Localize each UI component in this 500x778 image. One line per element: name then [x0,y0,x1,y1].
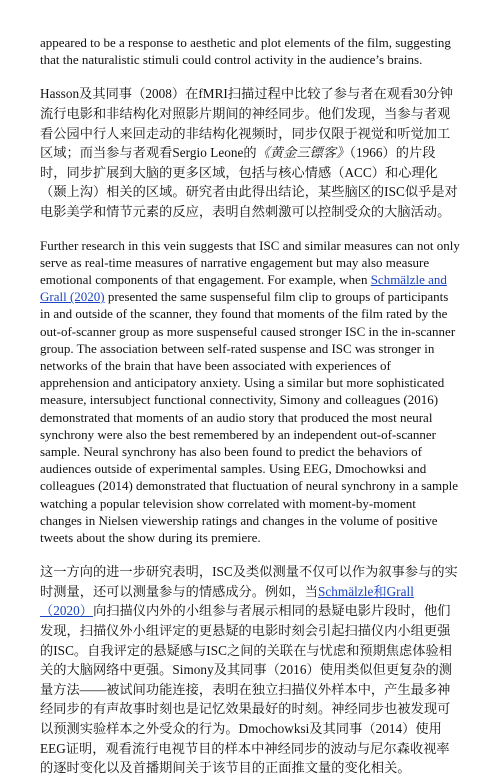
paragraph-text: 向扫描仪内外的小组参与者展示相同的悬疑电影片段时，他们发现，扫描仪外小组评定的更悬疑的电影时刻会引起扫描仪内小组更强的ISC。自我评定的悬疑感与ISC之间的关联在与忧虑和预期焦虑体验相关的大脑网络中更强。Simony及其同事（2016）使用类似但更复杂的测量方法——被试间功能连接，表明在独立扫描仪外样本中，产生最多神经同步的有声故事时刻也是记忆效果最好的时刻。神经同步也被发现可以预测实验样本之外受众的行为。Dmochowksi及其同事（2014）使用EEG证明，观看流行电视节目的样本中神经同步的波动与尼尔森收视率的逐时变化以及首播期间关于该节目的正面推文量的变化相关。 [40,603,453,776]
paragraph-text: presented the same suspenseful film clip to groups of participants in and outside of the scanner, they found that moments of the film rated by the out-of-scanner group as more suspenseful caused stronger ISC in the in-scanner group. The association between self-rated suspense and ISC was stronger in networks of the brain that have been associated with experiences of apprehension and anticipatory anxiety. Using a similar but more sophisticated measure, intersubject functional connectivity, Simony and colleagues (2016) demonstrated that moments of an audio story that produced the most neural synchrony were also the best remembered by an independent out-of-scanner sample. Neural synchrony has also been found to predict the behaviors of audiences outside of experimental samples. Using EEG, Dmochowksi and colleagues (2014) demonstrated that fluctuation of neural synchrony in a sample watching a popular television show correlated with moment-by-moment changes in Nielsen viewership ratings and changes in the volume of positive tweets about the show during its premiere. [40,289,459,546]
citation-link-schmalzle-grall-zh[interactable]: Schmälzle和Grall（2020） [40,583,414,619]
paragraph-english-intro: appeared to be a response to aesthetic and plot elements of the film, suggesting that the naturalistic stimuli could control activity in the audience’s brains. [40,35,451,68]
paragraph-chinese-further-research [40,562,460,778]
film-title: 《黄金三镖客》 [256,145,350,161]
citation-link-schmalzle-grall[interactable]: Schmälzle and Grall (2020) [40,271,447,305]
paragraph-chinese-hasson [40,84,460,221]
paragraph-text: Further research in this vein suggests that ISC and similar measures can not only serve as real-time measures of narrative engagement but may also measure emotional components of that engagement. For example, when [40,237,460,287]
paragraph-english-further-research [40,237,460,547]
paragraph-text: 这一方向的进一步研究表明，ISC及类似测量不仅可以作为叙事参与的实时测量，还可以测量参与的情感成分。例如，当 [40,564,458,599]
paragraph-text: Hasson及其同事（2008）在fMRI扫描过程中比较了参与者在观看30分钟流行电影和非结构化对照影片期间的神经同步。他们发现，当参与者观看公园中行人来回走动的非结构化视频时，同步仅限于视觉和听觉加工区域；而当参与者观看Sergio Leone的 [40,86,453,161]
paragraph-text: （1966）的片段时，同步扩展到大脑的更多区域，包括与核心情感（ACC）和心理化（颞上沟）相关的区域。研究者由此得出结论，某些脑区的ISC似乎是对电影美学和情节元素的反应，表明自然刺激可以控制受众的大脑活动。 [40,145,458,219]
